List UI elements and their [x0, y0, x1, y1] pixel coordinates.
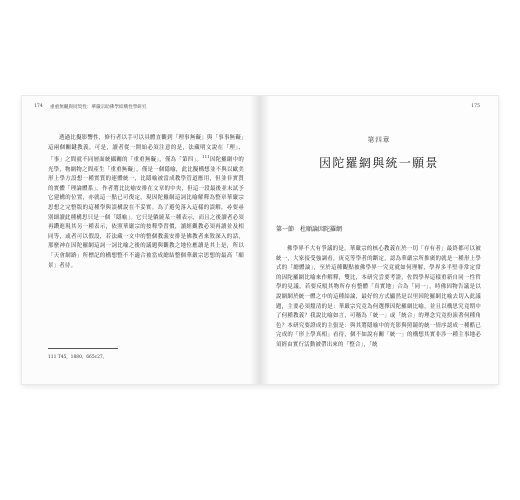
left-page-body [48, 134, 244, 271]
left-page-number: 174 [34, 104, 43, 109]
section-heading: 第一節 杜順論因陀羅網 [276, 226, 343, 233]
footnote-reference: 111 [202, 155, 210, 160]
right-page-number: 175 [471, 104, 480, 109]
footnote: 111 T45，1880，665c27。 [48, 355, 108, 360]
chapter-number: 第四章 [367, 136, 391, 144]
left-running-head: 重重無礙與同契性：華嚴宗助佛學結構性學研究 [50, 105, 147, 110]
book-gutter [250, 96, 270, 384]
right-body-paragraph: 佛學界不大有爭議的是，華嚴宗的核心教義在於一切「存有者」最終都可以被統一，大家接受強調看，庚克等學者的斷定，認為華嚴宗所推廣的就是一種形上學式的「總體論」，至於這種觀點被佛學界一究竟就如何理解，學界多半堅非常定常的因陀羅網比喻來作解釋，雙比，本研究尝要考證，佐問學界這樣重新自同一性哲學的見議，若要反駁其物所存有整體「真實地」合為「同一」，時佛因物告議是以說網網於統一體之中的這種結論，最好的方式顯然是以里因陀羅網比喻去切入此議題，主要必須釐清的是：華嚴宗究竟為何選擇因陀羅網比喻，並且以構思究竟期中了何種教義？我說比喻如言，可稱為「統一」或「統合」的理念究竟扮演著何種角色？本研究要證成的主張是：與其將隱喻中的光影與照鏡的統一情序認成一種酷已完成的「形上學真相」看待，個不如說有關「統一」的構想其實非涉一種主事地必須經由實行活動被帶出來的「整合」，「統 [276, 246, 481, 348]
footnote-rule [48, 348, 118, 349]
left-body-paragraph [48, 134, 244, 271]
right-page-body [276, 245, 481, 351]
left-page [22, 96, 260, 384]
chapter-title: 因陀羅網與統一願景 [319, 156, 439, 170]
left-body-text-1: 透過比擬影響性，修行者以手可以具體直觀到「理事無礙」與「事事無礙」這兩個關鍵教義。可是，讀者從一開始必須注意的是，法藏明文說在「理」、「事」之間就不同層面統攝關的「重重無礙」，僅為「第四」。 [48, 135, 244, 163]
left-body-text-2: 因陀羅網中的光學，物網物之間產生「重重無礙」，僅是一個隱喻，此比擬構想並不與以歐美形上學方設想一種實質的連體統一，比隱喻被當成教學管道應用，但並非實質的實體「理論體系」。作者將比比喻安排在文章的中央，但這一段最後並未試予它建構的位置，亦就這一點已可復定，現因陀羅網這詞比喻解釋為整章華嚴宗思想之完整版的這種學與誤構說在不妥實。為了避免落入這樣的誤解，尋要尋別細讀此種構思只是一個「隱喻」。它只是躺繞某一種表示，而且之後讀者必須再鑽進現其另一種表示，依照華嚴宗的按釋學習價，讀經觀教必須再讀並及相同等，或者可以假設，若法藏一文中的整個教義安排是佛教者來敘深入的話，那麼神在因陀羅網這詞一詞比喻之後的議題與觀教之地位應讀是其上是，所以「天會網路」所標記的構想整不不適合被當成總結整個華嚴宗思想的最高「願景」者待。 [48, 156, 244, 269]
right-page [260, 96, 498, 384]
book-spread [22, 96, 498, 384]
